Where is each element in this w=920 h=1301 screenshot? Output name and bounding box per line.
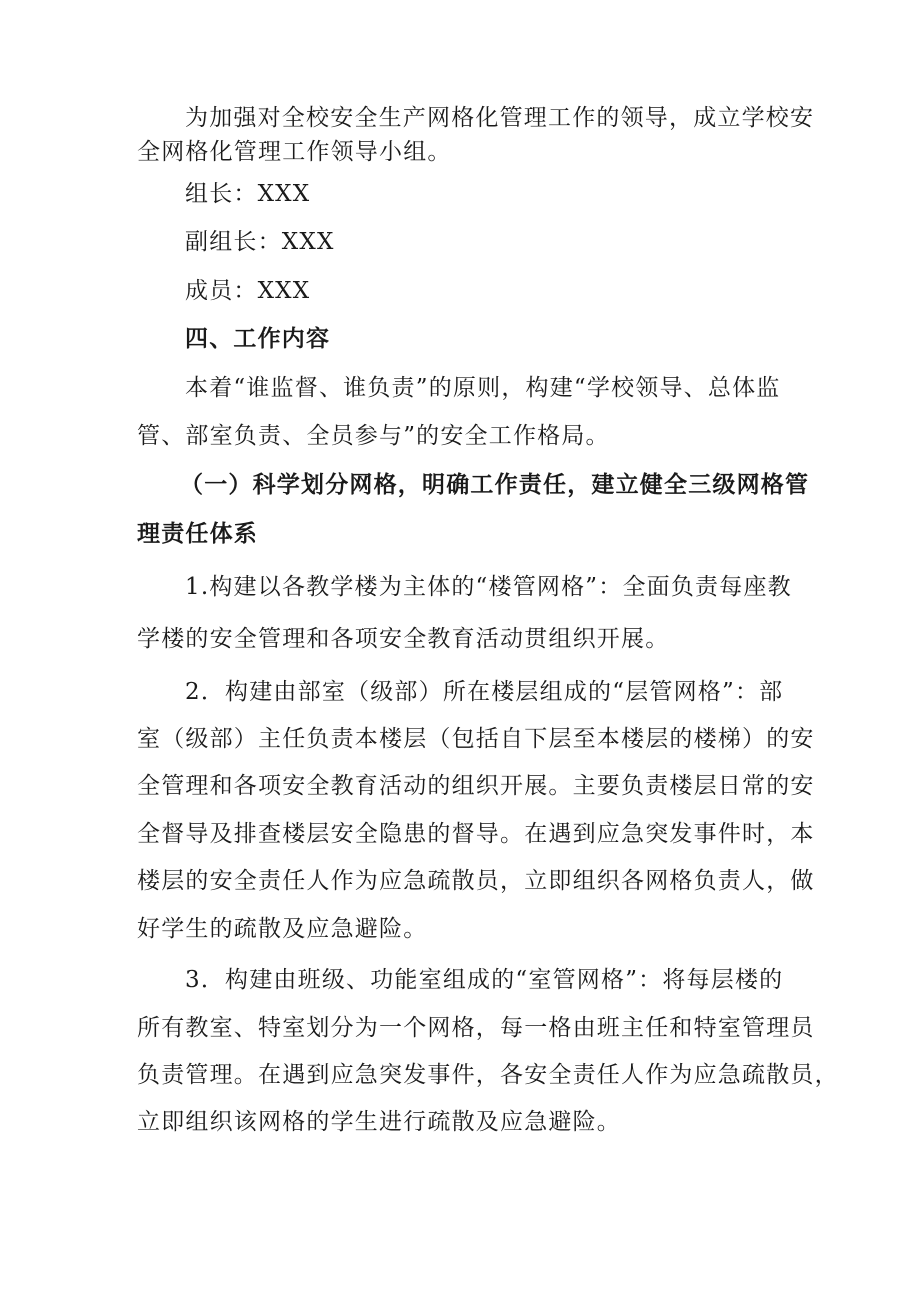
item2-line-3: 全管理和各项安全教育活动的组织开展。主要负责楼层日常的安 (137, 773, 815, 799)
item2-line-2: 室（级部）主任负责本楼层（包括自下层至本楼层的楼梯）的安 (137, 726, 815, 752)
item2-line-6: 好学生的疏散及应急避险。 (137, 916, 428, 942)
item2-line-4: 全督导及排查楼层安全隐患的督导。在遇到应急突发事件时，本 (137, 821, 815, 847)
member-line: 成员：XXX (185, 278, 311, 304)
section-heading: 四、工作内容 (185, 326, 331, 352)
subsection-heading-line-2: 理责任体系 (137, 521, 258, 547)
intro-line-2: 全网格化管理工作领导小组。 (137, 139, 452, 165)
item1-line-1: 1.构建以各教学楼为主体的“楼管网格”：全面负责每座教 (185, 574, 792, 600)
intro-line-1: 为加强对全校安全生产网格化管理工作的领导，成立学校安 (185, 105, 815, 131)
item1-line-2: 学楼的安全管理和各项安全教育活动贯组织开展。 (137, 626, 670, 652)
item3-line-1: 3．构建由班级、功能室组成的“室管网格”：将每层楼的 (185, 967, 784, 993)
section-para-line-1: 本着“谁监督、谁负责”的原则，构建“学校领导、总体监 (185, 375, 781, 401)
item3-line-2: 所有教室、特室划分为一个网格，每一格由班主任和特室管理员 (137, 1015, 815, 1041)
deputy-leader-line: 副组长：XXX (185, 229, 335, 255)
item3-line-4: 立即组织该网格的学生进行疏散及应急避险。 (137, 1109, 621, 1135)
item2-line-1: 2．构建由部室（级部）所在楼层组成的“层管网格”：部 (185, 679, 784, 705)
leader-line: 组长：XXX (185, 181, 311, 207)
item3-line-3: 负责管理。在遇到应急突发事件，各安全责任人作为应急疏散员， (137, 1062, 839, 1088)
section-para-line-2: 管、部室负责、全员参与”的安全工作格局。 (137, 423, 610, 449)
item2-line-5: 楼层的安全责任人作为应急疏散员，立即组织各网格负责人，做 (137, 868, 815, 894)
subsection-heading-line-1: （一）科学划分网格，明确工作责任，建立健全三级网格管 (180, 472, 810, 498)
